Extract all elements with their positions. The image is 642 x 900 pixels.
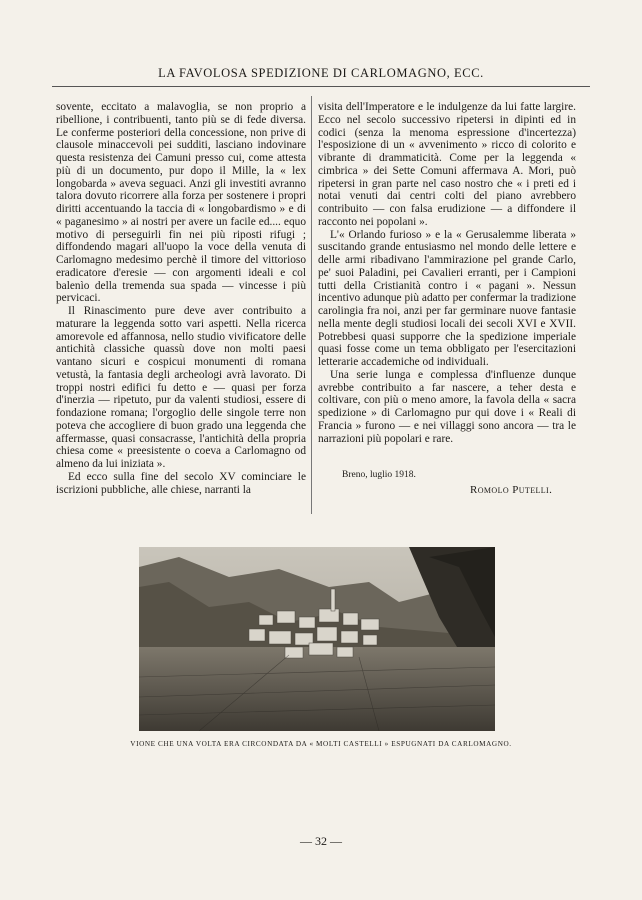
left-paragraph-1: sovente, eccitato a malavoglia, se non proprio a ribellione, i contribuenti, tanto più se di fede diversa. Le conferme posteriori della concessione, non prive di clausole minaccevoli pei sudditi, lasciano indovinare questa resistenza dei Camuni presso cui, come attesta più di un documento, pur dopo il Mille, la « lex longobarda » aveva seguaci. Anzi gli investiti avranno talora dovuto ricorrere alla forza per sostenere i propri diritti accentuando la taccia di « longobardismo » e di « paganesimo » ai nostri per avere un facile ed.... equo motivo di perseguirli fin nei più riposti rifugi ; diffondendo magari all'uopo la voce della venuta di Carlomagno medesimo perchè il timore del vittorioso eradicatore d'eresie — con argomenti ideali e col balenìo della tremenda sua spada — vincesse i più pervicaci. [56, 101, 306, 305]
left-column [56, 101, 306, 496]
left-paragraph-3: Ed ecco sulla fine del secolo XV cominciare le iscrizioni pubbliche, alle chiese, narranti la [56, 470, 306, 496]
village-landscape-image [139, 547, 495, 731]
header-rule [52, 86, 590, 87]
place-date: Breno, luglio 1918. [342, 470, 416, 480]
page-number: — 32 — [300, 834, 342, 848]
right-paragraph-1: visita dell'Imperatore e le indulgenze da lui fatte largire. Ecco nel secolo successivo ripetersi in dipinti ed in codici (senza la menoma espressione d'incertezza) l'esposizione di un « avvenimento » ricco di colorito e vibrante di drammaticità. Come per la leggenda « cimbrica » dei Sette Comuni affermava A. Mori, può ripetersi in gran parte nel caso nostro che « i preti ed i notai venuti dai centri colti del piano avrebbero contribuito — con falsa erudizione — a diffondere il racconto nei popolani ». [318, 101, 576, 228]
village-photo [139, 547, 495, 731]
photo-caption: VIONE CHE UNA VOLTA ERA CIRCONDATA DA « MOLTI CASTELLI » ESPUGNATI DA CARLOMAGNO. [130, 740, 512, 748]
right-paragraph-2: L'« Orlando furioso » e la « Gerusalemme liberata » suscitando grande entusiasmo nel mondo delle lettere e delle armi ribadivano l'ammirazione pel grande Carlo, pe' suoi Paladini, pei Cavalieri erranti, per i Campioni tutti della Cristianità contro i « pagani ». Nessun incentivo adunque più adatto per confermar la tradizione carolingia fra noi, anzi per far germinare nuove fantasie nella mente degli studiosi locali dei secoli XVI e XVII. Potrebbesi quasi supporre che la spedizione imperiale quasi fosse come un tema obbligato per l'esercitazioni letterarie accademiche od individuali. [318, 228, 576, 368]
author-signature: Romolo Putelli. [470, 484, 553, 496]
left-paragraph-2: Il Rinascimento pure deve aver contribuito a maturare la leggenda sotto vari aspetti. Nella ricerca amorevole ed affannosa, nello studio vivificatore delle antichità classiche quassù dove non molti paesi vantano sicuri e cospicui monumenti di romana vetustà, la fantasia degli archeologi avrà lavorato. Di troppi nostri edifici fu detto e — quasi per forza d'inerzia — ripetuto, pur da valenti studiosi, essere di fondazione romana; l'orgoglio delle singole terre non poteva che accogliere di buon grado una leggenda che affermasse, quasi consacrasse, l'antichità della propria chiesa come « preesistente o coeva a Carlomagno od almeno da lui iniziata ». [56, 305, 306, 470]
running-header: LA FAVOLOSA SPEDIZIONE DI CARLOMAGNO, ECC. [158, 66, 484, 80]
column-divider [311, 96, 312, 514]
right-column [318, 101, 576, 445]
right-paragraph-3: Una serie lunga e complessa d'influenze dunque avrebbe contribuito a far nascere, a teher desta e coltivare, con più o meno amore, la favola della « sacra spedizione » di Carlomagno pur qui dove i « Reali di Francia » furono — e nei villaggi sono ancora — tra le narrazioni più popolari e rare. [318, 368, 576, 445]
